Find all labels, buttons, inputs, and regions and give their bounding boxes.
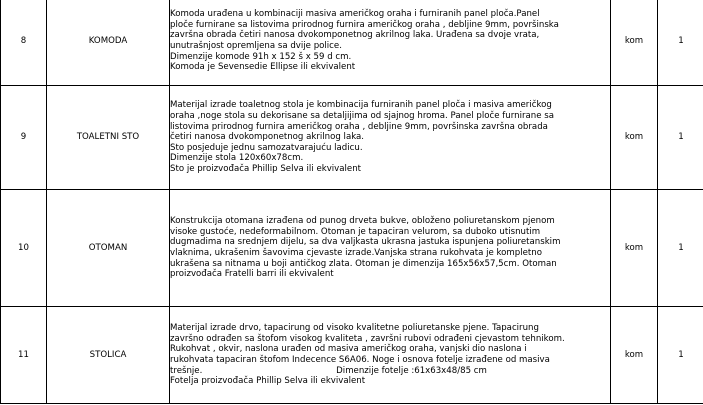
- item-name: OTOMAN: [47, 190, 170, 307]
- description-line: Komoda je Sevensedie Ellipse ili ekvivalent: [170, 62, 356, 73]
- description-line: Dimenzije stola 120x60x78cm.: [170, 153, 304, 164]
- description-line: rukohvata tapaciran štofom Indecence S6A06. Noge i osnova fotelje izrađene od masiva: [170, 355, 550, 365]
- item-description: [170, 0, 611, 86]
- item-description: [170, 307, 611, 404]
- item-name: STOLICA: [47, 307, 170, 404]
- table-row: [1, 86, 703, 190]
- description-line: završno odrađen sa štofom visokog kvaliteta , završni rubovi odrađeni cjevastom tehnikom.: [170, 333, 565, 344]
- unit-cell: kom: [611, 307, 658, 404]
- quantity-cell: 1: [658, 190, 703, 307]
- description-line: unutrašnjost opremljena sa dvije police.: [170, 41, 342, 51]
- description-line: Materijal izrade toaletnog stola je kombinacija furniranih panel ploča i masiva američkog: [170, 100, 552, 111]
- description-line: listovima prirodnog furnira američkog oraha , debljine 9mm, površinska završna obrada: [170, 121, 548, 132]
- row-number: 9: [1, 86, 47, 190]
- description-line: vlaknima, ukrašenim šavovima cjevaste izrade.Vanjska strana rukohvata je kompletno: [170, 248, 542, 258]
- description-line: Konstrukcija otomana izrađena od punog drveta bukve, obloženo poliuretanskom pjenom: [170, 216, 555, 227]
- description-line: ploče furnirane sa listovima prirodnog furnira američkog oraha , debljine 9mm, površinska: [170, 19, 559, 30]
- row-number: 10: [1, 190, 47, 307]
- description-line: Fotelja proizvođača Phillip Selva ili ekvivalent: [170, 376, 366, 387]
- description-line: dugmadima na srednjem dijelu, sa dva valjkasta ukrasna jastuka ispunjena poliuretanskim: [170, 237, 561, 248]
- description-line: Dimenzije komode 91h x 152 š x 59 d cm.: [170, 51, 352, 62]
- quantity-cell: 1: [658, 307, 703, 404]
- table-row: [1, 190, 703, 307]
- item-description: [170, 190, 611, 307]
- description-line: Sto posjeduje jednu samozatvarajuću ladicu.: [170, 142, 363, 153]
- description-line: ukrašena sa nitnama u boji antičkog zlata. Otoman je dimenzija 165x56x57,5cm. Otoman: [170, 258, 557, 269]
- item-name: KOMODA: [47, 0, 170, 86]
- row-number: 11: [1, 307, 47, 404]
- quantity-cell: 1: [658, 0, 703, 86]
- description-line: Sto je proizvođača Phillip Selva ili ekvivalent: [170, 163, 362, 174]
- unit-cell: kom: [611, 86, 658, 190]
- description-line: Materijal izrade drvo, tapacirung od visoko kvalitetne poliuretanske pjene. Tapacirung: [170, 323, 539, 334]
- table-row: [1, 0, 703, 86]
- table-row: [1, 307, 703, 404]
- unit-cell: kom: [611, 0, 658, 86]
- description-line: proizvođača Fratelli barri ili ekvivalent: [170, 269, 334, 280]
- description-line: visoke gustoće, nedeformabilnom. Otoman je tapaciran velurom, sa duboko utisnutim: [170, 226, 541, 237]
- item-name: TOALETNI STO: [47, 86, 170, 190]
- quantity-cell: 1: [658, 86, 703, 190]
- description-line: završna obrada četiri nanosa dvokomponetnog akrilnog laka. Urađena sa dvoje vrata,: [170, 30, 540, 41]
- description-line: Komoda urađena u kombinaciji masiva američkog oraha i furniranih panel ploča.Panel: [170, 9, 540, 20]
- row-number: 8: [1, 0, 47, 86]
- unit-cell: kom: [611, 190, 658, 307]
- description-line: Rukohvat , okvir, naslona urađen od masiva američkog oraha, vanjski dio naslona i: [170, 344, 527, 355]
- description-line: četiri nanosa dvokomponetnog akrilnog laka.: [170, 132, 365, 143]
- description-line: oraha ,noge stola su dekorisane sa detaljijima od sjajnog hroma. Panel ploče furnirane sa: [170, 111, 554, 122]
- description-line: trešnje. Dimenzije fotelje :61x63x48/85 cm: [170, 365, 487, 376]
- item-description: [170, 86, 611, 190]
